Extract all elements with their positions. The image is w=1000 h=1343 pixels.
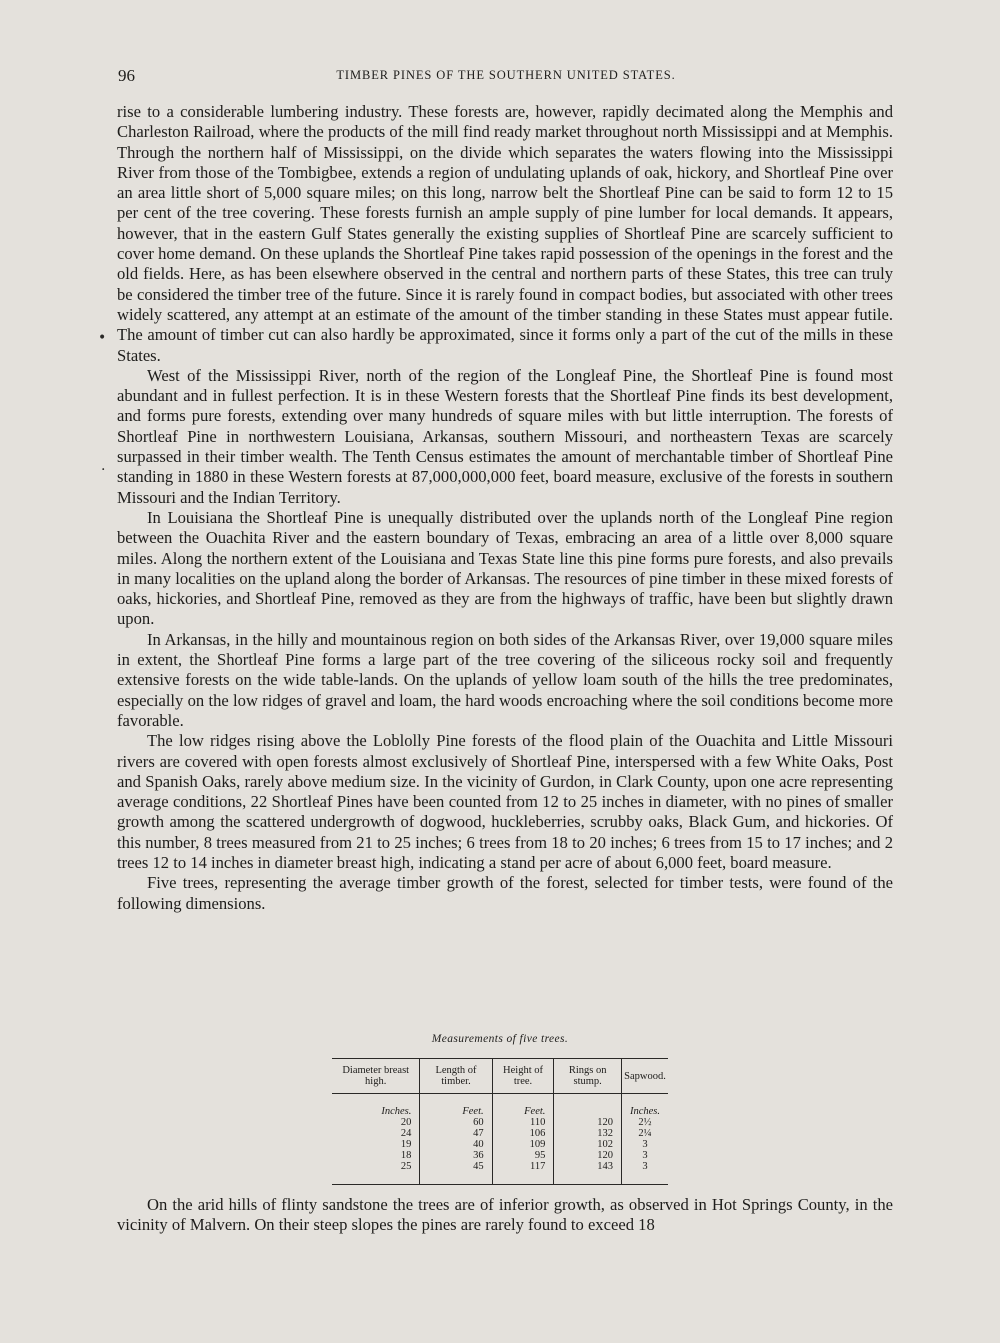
column-header: Diameter breast high. <box>332 1059 420 1094</box>
column-header: Rings on stump. <box>554 1059 622 1094</box>
table-cell: 47 <box>420 1128 492 1139</box>
table-cell: 110 <box>492 1117 554 1128</box>
table-cell: 45 <box>420 1161 492 1185</box>
paragraph: West of the Mississippi River, north of the region of the Longleaf Pine, the Shortleaf Pine is found most abundant and in fullest perfection. It is in these Western forests that the Shortleaf Pine finds its best development, and forms pure forests, extending over many hundreds of square miles with but little interruption. The forests of Shortleaf Pine in northwestern Louisiana, Arkansas, southern Missouri, and northeastern Texas are scarcely surpassed in their timber wealth. The Tenth Census estimates the amount of merchantable timber of Shortleaf Pine standing in 1880 in these Western forests at 87,000,000,000 feet, board measure, exclusive of the forests in southern Missouri and the Indian Territory. <box>117 365 893 507</box>
table-row <box>332 1117 668 1128</box>
table-cell: 109 <box>492 1139 554 1150</box>
table-cell: 2½ <box>638 1117 652 1128</box>
running-title: TIMBER PINES OF THE SOUTHERN UNITED STATES. <box>336 68 676 82</box>
column-header: Length of timber. <box>420 1059 492 1094</box>
table-row <box>332 1150 668 1161</box>
table-cell: 102 <box>554 1139 622 1150</box>
table-cell: 120 <box>554 1117 622 1128</box>
page-header <box>118 66 894 88</box>
table-cell: 40 <box>420 1139 492 1150</box>
table-row <box>332 1139 668 1150</box>
table-cell: 132 <box>554 1128 622 1139</box>
unit-cell: Feet. <box>492 1094 554 1118</box>
table-cell: 18 <box>332 1150 420 1161</box>
paragraph: Five trees, representing the average timber growth of the forest, selected for timber tests, were found of the following dimensions. <box>117 873 893 913</box>
unit-cell: Inches. <box>629 1106 660 1117</box>
table-cell: 24 <box>332 1128 420 1139</box>
table-cell: 25 <box>332 1161 420 1185</box>
table-cell: 2¼ <box>638 1128 652 1139</box>
table-row <box>332 1161 668 1185</box>
table-cell: 95 <box>492 1150 554 1161</box>
unit-cell <box>554 1094 622 1118</box>
table-caption: Measurements of five trees. <box>431 1033 569 1045</box>
measurements-table <box>332 1058 668 1185</box>
paragraph: rise to a considerable lumbering industry. These forests are, however, rapidly decimated along the Memphis and Charleston Railroad, where the products of the mill find ready market throughout north Mississippi and at Memphis. Through the northern half of Mississippi, on the divide which separates the waters flowing into the Mississippi River from those of the Tombigbee, extends a region of undulating uplands of oak, hickory, and Shortleaf Pine over an area little short of 5,000 square miles; on this long, narrow belt the Shortleaf Pine can be said to form 12 to 15 per cent of the tree covering. These forests furnish an ample supply of pine lumber for local demands. It appears, however, that in the eastern Gulf States generally the existing supplies of Shortleaf Pine are scarcely sufficient to cover home demand. On these uplands the Shortleaf Pine takes rapid possession of the openings in the forest and the old fields. Here, as has been elsewhere observed in the central and northern parts of these States, this tree can truly be considered the timber tree of the future. Since it is rarely found in compact bodies, but associated with other trees widely scattered, any attempt at an estimate of the amount of the timber standing in these States must appear futile. The amount of timber cut can also hardly be approximated, since it forms only a part of the cut of the mills in these States. <box>117 102 893 365</box>
table-cell: 3 <box>642 1161 648 1172</box>
paragraph: The low ridges rising above the Loblolly Pine forests of the flood plain of the Ouachita and Little Missouri rivers are covered with open forests almost exclusively of Shortleaf Pine, interspersed with a few White Oaks, Post and Spanish Oaks, rarely above medium size. In the vicinity of Gurdon, in Clark County, upon one acre representing average conditions, 22 Shortleaf Pines have been counted from 12 to 25 inches in diameter, with no pines of smaller growth among the scattered undergrowth of dogwood, huckleberries, scrubby oaks, Black Gum, and hickories. Of this number, 8 trees measured from 21 to 25 inches; 6 trees from 18 to 20 inches; 6 trees from 15 to 17 inches; and 2 trees 12 to 14 inches in diameter breast high, indicating a stand per acre of about 6,000 feet, board measure. <box>117 731 893 872</box>
table-cell: 3 <box>642 1150 648 1161</box>
table-cell: 20 <box>332 1117 420 1128</box>
closing-text <box>117 1195 893 1236</box>
page-number: 96 <box>118 66 135 85</box>
unit-cell: Feet. <box>420 1094 492 1118</box>
paragraph: In Louisiana the Shortleaf Pine is unequally distributed over the uplands north of the Longleaf Pine region between the Ouachita River and the eastern boundary of Texas, embracing an area of a little over 8,000 square miles. Along the northern extent of the Louisiana and Texas State line this pine forms pure forests, and also prevails in many localities on the upland along the border of Arkansas. The resources of pine timber in these mixed forests of oaks, hickories, and Shortleaf Pine, removed as they are from the highways of traffic, have been but slightly drawn upon. <box>117 507 893 629</box>
table-row <box>332 1128 668 1139</box>
table-cell: 19 <box>332 1139 420 1150</box>
column-header: Height of tree. <box>492 1059 554 1094</box>
table-cell: 106 <box>492 1128 554 1139</box>
units-row <box>332 1094 668 1118</box>
table-cell: 120 <box>554 1150 622 1161</box>
table-header-row <box>332 1059 668 1094</box>
table-cell: 3 <box>642 1139 648 1150</box>
margin-dot-icon: . <box>101 458 106 474</box>
table-cell: 117 <box>492 1161 554 1185</box>
body-text <box>117 102 893 914</box>
column-header: Sapwood. <box>621 1059 668 1094</box>
unit-cell: Inches. <box>332 1094 420 1118</box>
table-cell: 143 <box>554 1161 622 1185</box>
table-cell: 36 <box>420 1150 492 1161</box>
paragraph: On the arid hills of flinty sandstone the trees are of inferior growth, as observed in Hot Springs County, in the vicinity of Malvern. On their steep slopes the pines are rarely found to exceed 18 <box>117 1195 893 1235</box>
table-cell: 60 <box>420 1117 492 1128</box>
margin-dot-icon: • <box>98 330 107 346</box>
paragraph: In Arkansas, in the hilly and mountainous region on both sides of the Arkansas River, over 19,000 square miles in extent, the Shortleaf Pine forms a large part of the tree covering of the siliceous rocky soil and frequently extensive forests on the wide table-lands. On the uplands of yellow loam south of the hills the tree predominates, especially on the low ridges of gravel and loam, the hard woods encroaching where the soil conditions become more favorable. <box>117 629 893 730</box>
